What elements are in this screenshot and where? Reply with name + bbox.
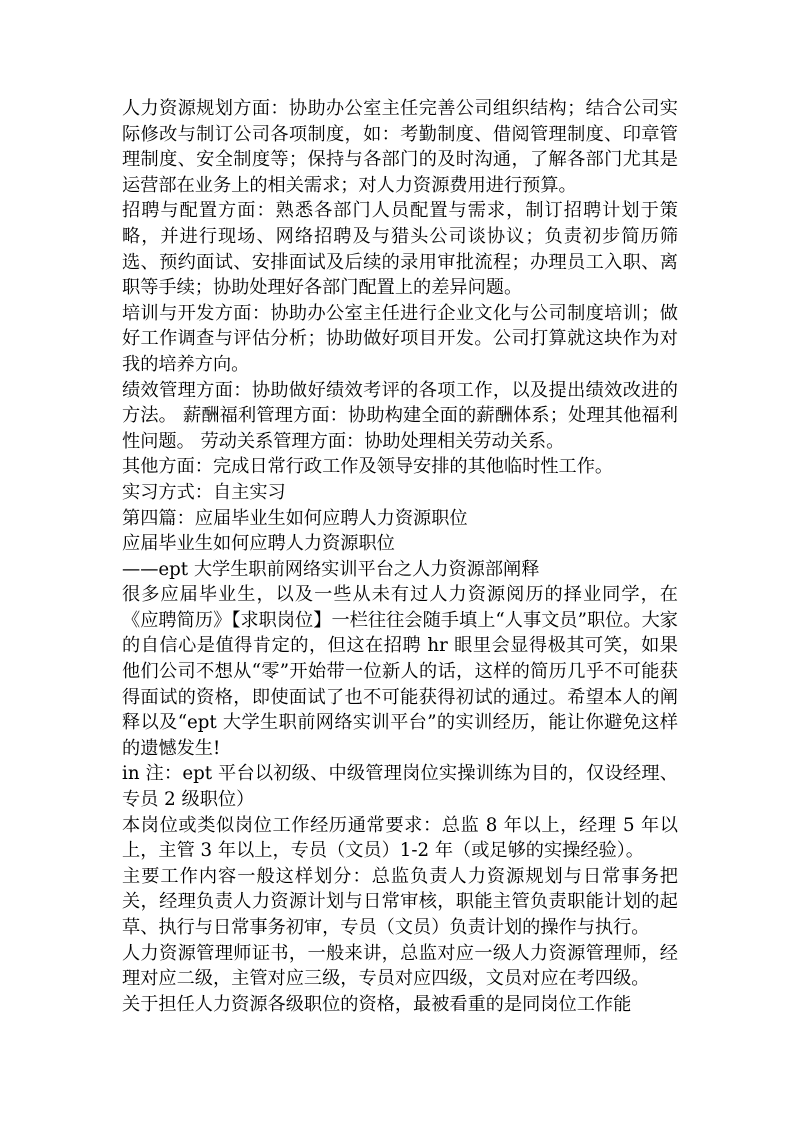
paragraph-qualification: 关于担任人力资源各级职位的资格，最被看重的是同岗位工作能 [122, 993, 632, 1015]
paragraph-certificate: 人力资源管理师证书，一般来讲，总监对应一级人力资源管理师，经理对应二级，主管对应三级，专员对应四级，文员对应在考四级。 [122, 942, 678, 990]
paragraph-intro: 很多应届毕业生，以及一些从未有过人力资源阅历的择业同学，在《应聘简历》【求职岗位】一栏往往会随手填上“人事文员”职位。大家的自信心是值得肯定的，但这在招聘 hr 眼里会显得极其可笑，如果他们公司不想从“零”开始带一位新人的话，这样的简历几乎不可能获得面试的资格，即使面试了也不可能获得初试的通过。希望本人的阐释以及“ept 大学生职前网络实训平台”的实训经历，能让你避免这样的遗憾发生! [122, 584, 678, 759]
article-title: 应届毕业生如何应聘人力资源职位 [122, 533, 395, 555]
paragraph-recruitment: 招聘与配置方面：熟悉各部门人员配置与需求，制订招聘计划于策略，并进行现场、网络招聘及与猎头公司谈协议；负责初步简历筛选、预约面试、安排面试及后续的录用审批流程；办理员工入职、离职等手续；协助处理好各部门配置上的差异问题。 [122, 200, 678, 299]
paragraph-performance: 绩效管理方面：协助做好绩效考评的各项工作，以及提出绩效改进的方法。 薪酬福利管理方面：协助构建全面的薪酬体系；处理其他福利性问题。 劳动关系管理方面：协助处理相关劳动关系。 [122, 379, 678, 452]
paragraph-duties: 主要工作内容一般这样划分：总监负责人力资源规划与日常事务把关，经理负责人力资源计划与日常审核，职能主管负责职能计划的起草、执行与日常事务初审，专员（文员）负责计划的操作与执行。 [122, 865, 678, 938]
paragraph-training: 培训与开发方面：协助办公室主任进行企业文化与公司制度培训；做好工作调查与评估分析；协助做好项目开发。公司打算就这块作为对我的培养方向。 [122, 302, 678, 375]
paragraph-other: 其他方面：完成日常行政工作及领导安排的其他临时性工作。 [122, 456, 614, 478]
section-heading-part-four: 第四篇：应届毕业生如何应聘人力资源职位 [122, 507, 468, 529]
paragraph-experience: 本岗位或类似岗位工作经历通常要求：总监 8 年以上，经理 5 年以上，主管 3 年以上，专员（文员）1-2 年（或足够的实操经验）。 [122, 814, 678, 862]
document-page [122, 96, 678, 1017]
paragraph-hr-planning: 人力资源规划方面：协助办公室主任完善公司组织结构；结合公司实际修改与制订公司各项制度，如：考勤制度、借阅管理制度、印章管理制度、安全制度等；保持与各部门的及时沟通，了解各部门尤其是运营部在业务上的相关需求；对人力资源费用进行预算。 [122, 98, 678, 196]
paragraph-note: in 注：ept 平台以初级、中级管理岗位实操训练为目的，仅设经理、专员 2 级职位） [122, 763, 678, 811]
article-subtitle: ——ept 大学生职前网络实训平台之人力资源部阐释 [122, 558, 540, 580]
paragraph-internship-mode: 实习方式：自主实习 [122, 481, 286, 503]
